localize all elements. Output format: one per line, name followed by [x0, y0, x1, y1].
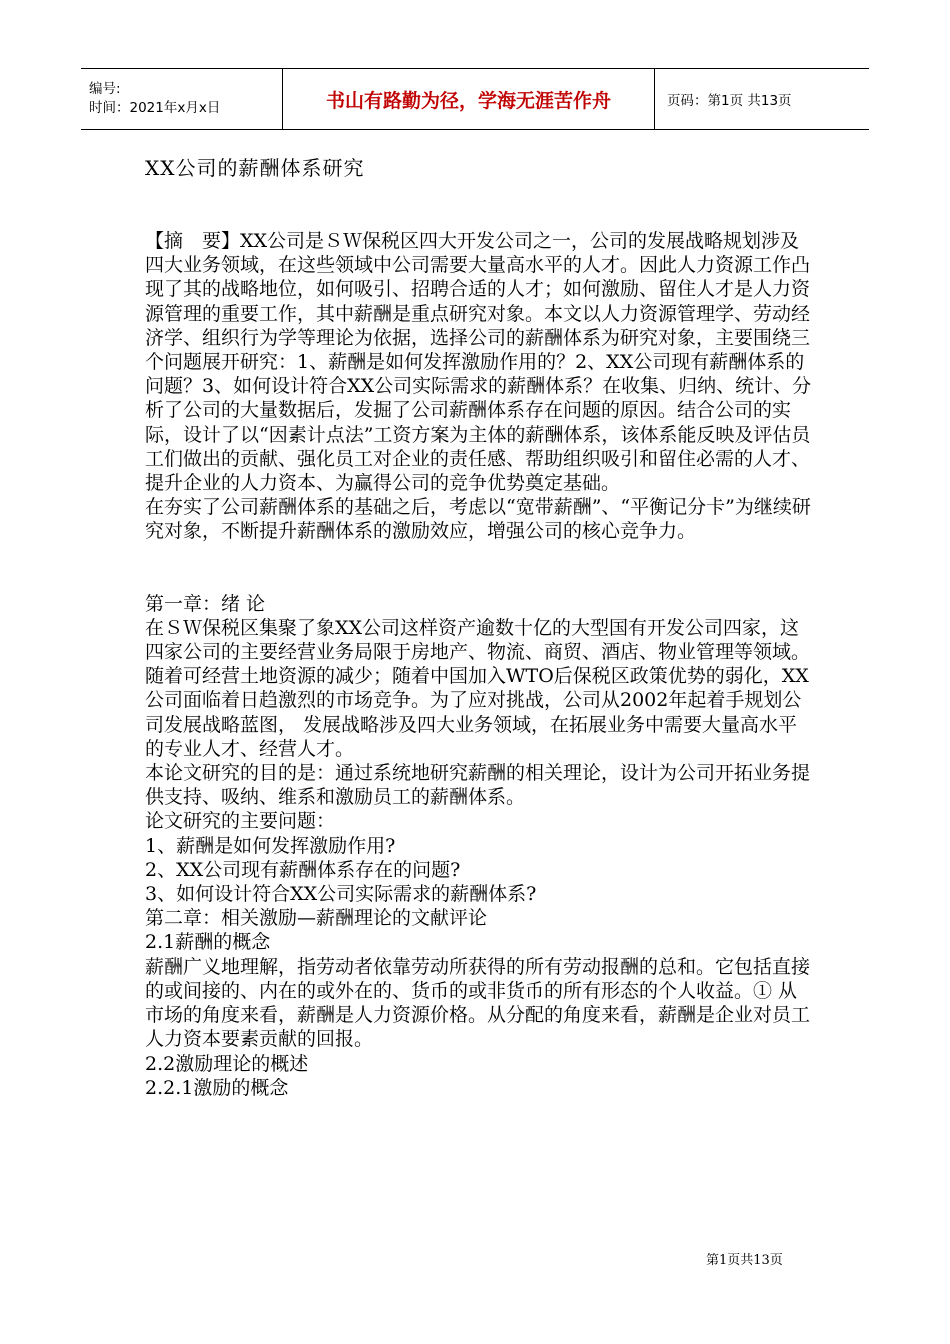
section-heading: 2.1薪酬的概念 — [145, 931, 271, 954]
header-meta-cell — [81, 69, 283, 129]
page-footer: 第1页共13页 — [706, 1253, 783, 1268]
header-motto: 书山有路勤为径，学海无涯苦作舟 — [325, 89, 611, 112]
header-page-number: 页码：第1页 共13页 — [667, 93, 792, 109]
body-paragraph: 薪酬广义地理解，指劳动者依靠劳动所获得的所有劳动报酬的总和。它包括直接的或间接的、内在的或外在的、货币的或非货币的所有形态的个人收益。① 从市场的角度来看，薪酬是人力资源价格。从分配的角度来看，薪酬是企业对员工人力资本要素贡献的回报。 — [145, 955, 811, 1051]
body-paragraph: 本论文研究的目的是：通过系统地研究薪酬的相关理论，设计为公司开拓业务提供支持、吸纳、维系和激励员工的薪酬体系。 — [145, 762, 811, 809]
list-item: 3、如何设计符合XX公司实际需求的薪酬体系? — [145, 883, 537, 906]
section-spacer — [145, 544, 815, 592]
chapter-heading: 第一章：绪 论 — [145, 592, 266, 615]
document-body — [145, 229, 815, 1100]
document-number-label: 编号: — [89, 81, 121, 97]
header-motto-cell — [283, 69, 655, 129]
page-header — [81, 68, 869, 130]
header-page-cell — [655, 69, 869, 129]
abstract-paragraph: 【摘 要】XX公司是ＳＷ保税区四大开发公司之一，公司的发展战略规划涉及四大业务领域，在这些领域中公司需要大量高水平的人才。因此人力资源工作凸现了其的战略地位，如何吸引、招聘合适的人才；如何激励、留住人才是人力资源管理的重要工作，其中薪酬是重点研究对象。本文以人力资源管理学、劳动经济学、组织行为学等理论为依据，选择公司的薪酬体系为研究对象，主要围绕三个问题展开研究：1、薪酬是如何发挥激励作用的？2、XX公司现有薪酬体系的问题？3、如何设计符合XX公司实际需求的薪酬体系？在收集、归纳、统计、分析了公司的大量数据后，发掘了公司薪酬体系存在问题的原因。结合公司的实际，设计了以“因素计点法”工资方案为主体的薪酬体系，该体系能反映及评估员工们做出的贡献、强化员工对企业的责任感、帮助组织吸引和留住必需的人才、提升企业的人力资本、为赢得公司的竞争优势奠定基础。 — [145, 230, 812, 495]
section-heading: 2.2激励理论的概述 — [145, 1052, 309, 1075]
chapter-heading: 第二章：相关激励—薪酬理论的文献评论 — [145, 907, 488, 930]
list-item: 1、薪酬是如何发挥激励作用? — [145, 834, 396, 857]
list-item: 2、XX公司现有薪酬体系存在的问题? — [145, 858, 461, 881]
section-heading: 2.2.1激励的概念 — [145, 1076, 289, 1099]
abstract-paragraph: 在夯实了公司薪酬体系的基础之后，考虑以“宽带薪酬”、“平衡记分卡”为继续研究对象，不断提升薪酬体系的激励效应，增强公司的核心竞争力。 — [145, 496, 811, 543]
body-paragraph: 在ＳＷ保税区集聚了象XX公司这样资产逾数十亿的大型国有开发公司四家，这四家公司的主要经营业务局限于房地产、物流、商贸、酒店、物业管理等领域。随着可经营土地资源的减少；随着中国加入WTO后保税区政策优势的弱化，XX公司面临着日趋激烈的市场竞争。为了应对挑战，公司从2002年起着手规划公司发展战略蓝图， 发展战略涉及四大业务领域，在拓展业务中需要大量高水平的专业人才、经营人才。 — [145, 616, 811, 760]
body-paragraph: 论文研究的主要问题： — [145, 810, 336, 833]
document-date-label: 时间：2021年x月x日 — [89, 100, 221, 116]
document-title: XX公司的薪酬体系研究 — [145, 156, 365, 180]
